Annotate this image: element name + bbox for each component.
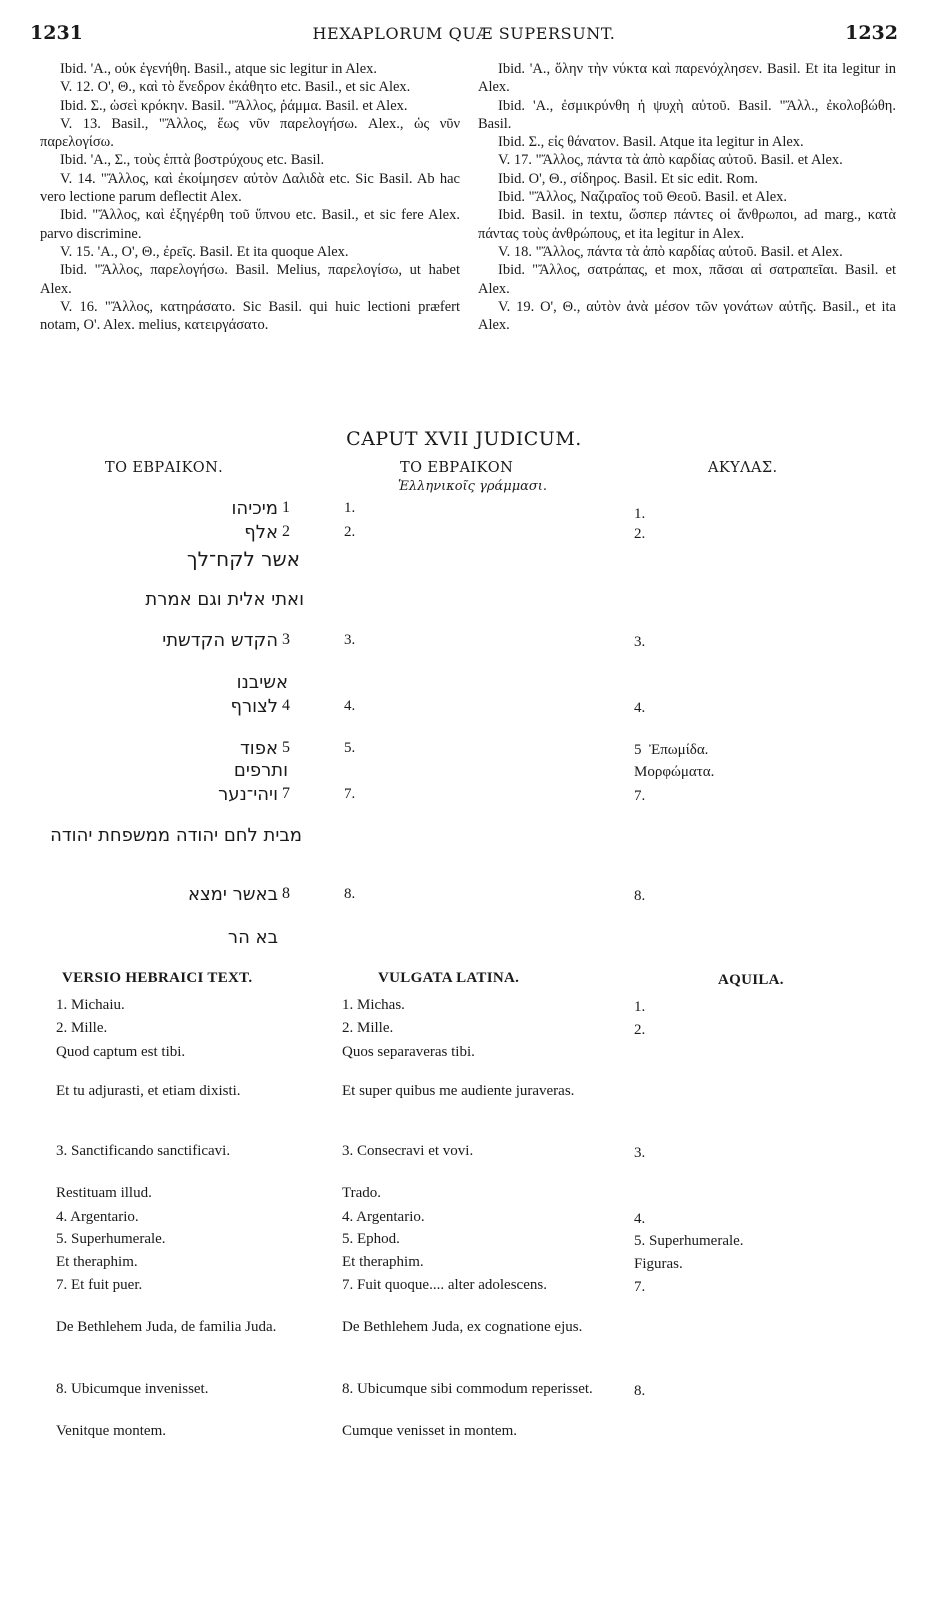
note: Ibid. 'A., οὐκ ἐγενήθη. Basil., atque sic legitur in Alex. (60, 61, 378, 77)
verse-number: 5 (282, 739, 290, 756)
aquila-cell: 2. (634, 1022, 646, 1038)
page-number-left: 1231 (30, 22, 83, 44)
vulgata-cell: Et super quibus me audiente juraveras. (342, 1083, 575, 1099)
vulgata-cell: Cumque venisset in montem. (342, 1423, 517, 1439)
verse-number: 3 (282, 631, 290, 648)
vulgata-cell: 5. Ephod. (342, 1231, 400, 1247)
chapter-title: CAPUT XVII JUDICUM. (346, 428, 582, 450)
versio-cell: 4. Argentario. (56, 1209, 139, 1225)
vulgata-cell: 3. Consecravi et vovi. (342, 1143, 474, 1159)
column-head-hebrew: ΤΟ ΕΒΡΑΙΚΟΝ. (105, 460, 224, 476)
aquila-cell: 1. (634, 999, 646, 1015)
hebrew-line: לצורף (230, 696, 278, 717)
running-title: HEXAPLORUM QUÆ SUPERSUNT. (312, 24, 616, 43)
vulgata-cell: Quos separaveras tibi. (342, 1044, 475, 1060)
transliteration-number: 8. (344, 886, 356, 902)
running-head (30, 22, 898, 48)
aquila-entry: 7. (634, 788, 646, 804)
transliteration-number: 4. (344, 698, 356, 714)
note: Ibid. "Ἄλλος, σατράπας, et mox, πᾶσαι αἱ σατραπεῖαι. Basil. et Alex. (478, 262, 896, 297)
verse-number: 8 (282, 885, 290, 902)
verse-number: 2 (282, 523, 290, 540)
note: Ibid. 'A., Σ., τοὺς ἑπτὰ βοστρύχους etc. Basil. (60, 152, 325, 169)
note: Ibid. 'A., ὅλην τὴν νύκτα καὶ παρενόχλησεν. Basil. Et ita legitur in Alex. (478, 61, 896, 96)
vulgata-cell: 7. Fuit quoque.... alter adolescens. (342, 1277, 547, 1293)
versio-cell: 2. Mille. (56, 1020, 108, 1036)
aquila-cell: 8. (634, 1383, 646, 1399)
note: Ibid. "Ἄλλος, Ναζιραῖος τοῦ Θεοῦ. Basil. et Alex. (498, 189, 788, 206)
note: V. 15. 'A., O', Θ., ἐρεῖς. Basil. Et ita quoque Alex. (60, 243, 349, 260)
hebrew-line: בא הר (227, 927, 278, 948)
versio-cell: 1. Michaiu. (56, 997, 125, 1013)
note: V. 16. "Ἄλλος, κατηράσατο. Sic Basil. qui huic lectioni præfert notam, O'. Alex. melius, κατειργάσατο. (40, 298, 460, 334)
transliteration-number: 2. (344, 524, 356, 540)
aquila-entry: 2. (634, 526, 646, 542)
hebrew-line: באשר ימצא (187, 884, 278, 905)
vulgata-cell: Et theraphim. (342, 1254, 424, 1270)
note: Ibid. "Ἄλλος, παρελογήσω. Basil. Melius, παρελογίσω, ut habet Alex. (40, 262, 460, 297)
column-head-aquila-latin: AQUILA. (718, 972, 784, 988)
aquila-entry: 8. (634, 888, 646, 904)
note: Ibid. Σ., ὡσεὶ κρόκην. Basil. "Ἄλλος, ῥάμμα. Basil. et Alex. (60, 97, 408, 114)
note: Ibid. Basil. in textu, ὥσπερ πάντες οἱ ἄνθρωποι, ad marg., κατὰ πάντας τοὺς ἀνθρώπους, et ita legitur in Alex. (478, 207, 896, 242)
notes-column-left (40, 60, 460, 334)
versio-cell: Venitque montem. (56, 1423, 166, 1439)
page-number-right: 1232 (845, 22, 898, 44)
versio-cell: Restituam illud. (56, 1185, 152, 1201)
vulgata-cell: De Bethlehem Juda, ex cognatione ejus. (342, 1319, 583, 1335)
verse-number: 7 (282, 785, 290, 802)
aquila-entry: 4. (634, 700, 646, 716)
note: V. 13. Basil., "Ἄλλος, ἕως νῦν παρελογήσω. Alex., ὡς νῦν παρελογίσω. (40, 115, 460, 151)
column-head-aquila-greek: ΑΚΥΛΑΣ. (708, 460, 778, 476)
note: Ibid. 'A., ἐσμικρύνθη ἡ ψυχὴ αὐτοῦ. Basil. "Ἄλλ., ἐκολοβώθη. Basil. (478, 97, 896, 132)
vulgata-cell: Trado. (342, 1185, 382, 1201)
vulgata-cell: 4. Argentario. (342, 1209, 425, 1225)
note: V. 12. O', Θ., καὶ τὸ ἔνεδρον ἐκάθητο etc. Basil., et sic Alex. (60, 79, 411, 96)
hebrew-line: הקדש הקדשתי (162, 630, 278, 651)
note: Ibid. "Ἄλλος, καὶ ἐξηγέρθη τοῦ ὕπνου etc. Basil., et sic fere Alex. parvo discrimine. (40, 207, 460, 242)
aquila-cell: Figuras. (634, 1256, 683, 1272)
versio-cell: De Bethlehem Juda, de familia Juda. (56, 1319, 277, 1335)
aquila-entry: 5 Ἐπωμίδα. (634, 742, 709, 758)
aquila-entry: 3. (634, 634, 646, 650)
hebrew-line: ותרפים (233, 760, 288, 781)
hebrew-line: אלף (244, 522, 278, 543)
note: V. 17. "Ἄλλος, πάντα τὰ ἀπὸ καρδίας αὐτοῦ. Basil. et Alex. (498, 152, 843, 169)
vulgata-cell: 1. Michas. (342, 997, 405, 1013)
versio-cell: 7. Et fuit puer. (56, 1277, 143, 1293)
aquila-cell: 7. (634, 1279, 646, 1295)
note: V. 14. "Ἄλλος, καὶ ἐκοίμησεν αὐτὸν Δαλιδὰ etc. Sic Basil. Ab hac vero lectione parum deflectit Alex. (40, 170, 460, 206)
versio-cell: 5. Superhumerale. (56, 1231, 166, 1247)
note: V. 19. O', Θ., αὐτὸν ἀνὰ μέσον τῶν γονάτων αὐτῆς. Basil., et ita Alex. (478, 298, 896, 334)
transliteration-number: 7. (344, 786, 356, 802)
versio-cell: Et tu adjurasti, et etiam dixisti. (56, 1083, 241, 1099)
column-head-transliteration: ΤΟ ΕΒΡΑΙΚΟΝ (400, 460, 514, 476)
aquila-entry: Μορφώματα. (634, 764, 715, 780)
transliteration-number: 5. (344, 740, 356, 756)
verse-number: 4 (282, 697, 290, 714)
versio-cell: Quod captum est tibi. (56, 1044, 186, 1060)
vulgata-cell: 8. Ubicumque sibi commodum reperisset. (342, 1381, 593, 1397)
column-head-vulgata: VULGATA LATINA. (378, 970, 520, 986)
aquila-cell: 3. (634, 1145, 646, 1161)
note: Ibid. Σ., εἰς θάνατον. Basil. Atque ita legitur in Alex. (498, 134, 804, 151)
hebrew-line: ואתי אלית וגם אמרת (145, 589, 304, 610)
column-subhead-transliteration: Ἑλληνικοῖς γράμμασι. (398, 479, 548, 494)
transliteration-number: 3. (344, 632, 356, 648)
note: Ibid. O', Θ., σίδηρος. Basil. Et sic edit. Rom. (498, 170, 759, 187)
column-head-versio: VERSIO HEBRAICI TEXT. (62, 970, 253, 986)
versio-cell: 8. Ubicumque invenisset. (56, 1381, 209, 1397)
hebrew-line: מיכיהו (231, 498, 278, 519)
aquila-cell: 4. (634, 1211, 646, 1227)
hebrew-line: ויהי־נער (218, 784, 278, 805)
vulgata-cell: 2. Mille. (342, 1020, 394, 1036)
hebrew-line: אשר לקח־לך (186, 547, 300, 571)
versio-cell: Et theraphim. (56, 1254, 138, 1270)
notes-column-right (478, 60, 896, 334)
note: V. 18. "Ἄλλος, πάντα τὰ ἀπὸ καρδίας αὐτοῦ. Basil. et Alex. (498, 243, 843, 260)
hebrew-line: אפוד (239, 738, 278, 759)
hebrew-line: אשיבנו (236, 672, 288, 693)
verse-number: 1 (282, 499, 290, 516)
aquila-cell: 5. Superhumerale. (634, 1233, 744, 1249)
hebrew-line: מבית לחם יהודה ממשפחת יהודה (50, 825, 302, 846)
aquila-entry: 1. (634, 506, 646, 522)
versio-cell: 3. Sanctificando sanctificavi. (56, 1143, 231, 1159)
transliteration-number: 1. (344, 500, 356, 516)
